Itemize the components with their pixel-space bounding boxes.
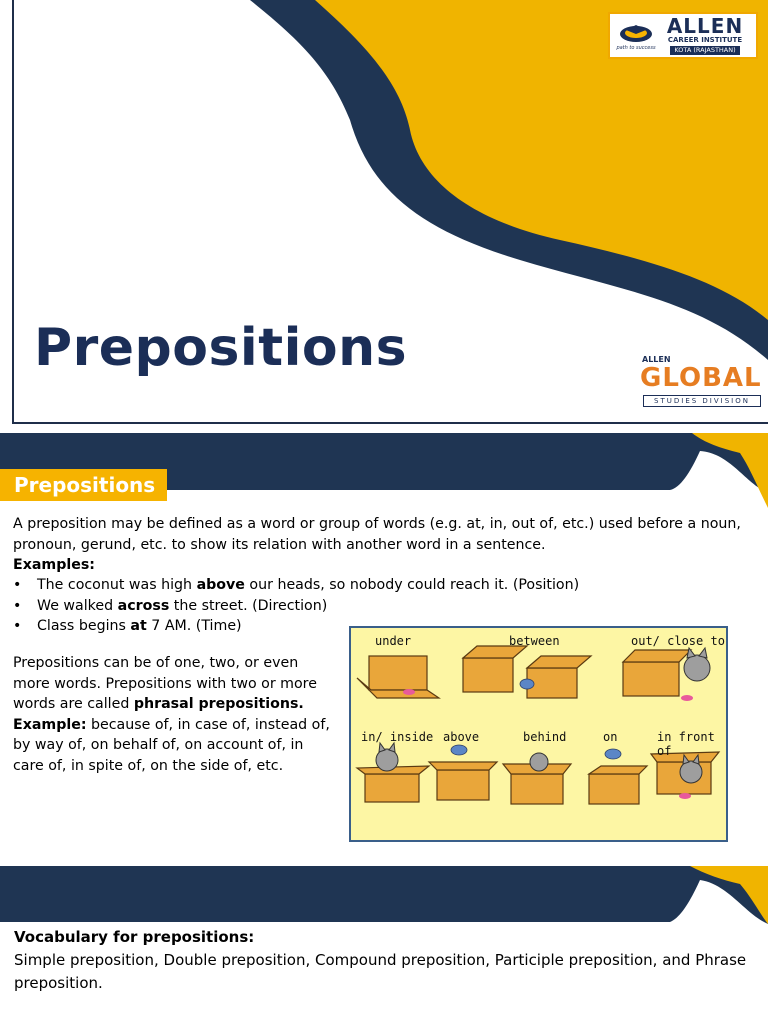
- definition-text: A preposition may be defined as a word or group of words (e.g. at, in, out of, etc.) used before a noun, pronoun, gerund, etc. to show its relation with another word in a sentence.: [13, 516, 741, 553]
- section-tag: Prepositions: [0, 469, 167, 501]
- examples-label: Examples:: [13, 557, 95, 573]
- allen-global-logo: [640, 355, 762, 409]
- illustration-label-above: above: [443, 730, 480, 744]
- global-logo-allen: ALLEN: [642, 355, 671, 364]
- list-item: • The coconut was high above our heads, so nobody could reach it. (Position): [13, 575, 579, 596]
- list-item: • We walked across the street. (Direction): [13, 596, 579, 617]
- vocabulary-text: Simple preposition, Double preposition, Compound preposition, Participle preposition, and Phrase preposition.: [14, 951, 747, 992]
- prepositions-illustration: [349, 626, 728, 842]
- illustration-label-in-inside: in/ inside: [361, 730, 434, 744]
- global-logo-division: STUDIES DIVISION: [643, 395, 761, 407]
- definition-slide: [0, 433, 768, 857]
- illustration-label-under: under: [375, 634, 412, 648]
- list-item: • Class begins at 7 AM. (Time): [13, 616, 579, 637]
- page-title: Prepositions: [34, 318, 408, 378]
- graduation-cap-icon: [618, 21, 654, 43]
- illustration-label-on: on: [603, 730, 618, 744]
- allen-subtitle: CAREER INSTITUTE: [667, 36, 743, 44]
- allen-location: KOTA (RAJASTHAN): [670, 46, 739, 55]
- vocabulary-title: Vocabulary for prepositions:: [14, 928, 255, 946]
- illustration-label-behind: behind: [523, 730, 567, 744]
- allen-career-institute-logo: [608, 12, 758, 59]
- illustration-label-in-front-of: in front of: [657, 730, 715, 758]
- global-logo-word: GLOBAL: [640, 363, 762, 393]
- allen-emblem: [614, 17, 658, 55]
- illustration-label-between: between: [509, 634, 560, 648]
- illustration-label-out-close-to: out/ close to: [631, 634, 725, 648]
- allen-tagline: path to success: [616, 44, 656, 51]
- vocabulary-slide: [0, 866, 768, 1024]
- allen-wordmark: ALLEN: [666, 14, 744, 38]
- header-band: [0, 866, 768, 926]
- title-slide: [0, 0, 768, 426]
- phrasal-prepositions-text: Prepositions can be of one, two, or even more words. Prepositions with two or more words are called phrasal prepositions. Example: because of, in case of, instead of, by way of, on behalf of, on account of, in care of, in spite of, on the side of, etc.: [13, 655, 330, 774]
